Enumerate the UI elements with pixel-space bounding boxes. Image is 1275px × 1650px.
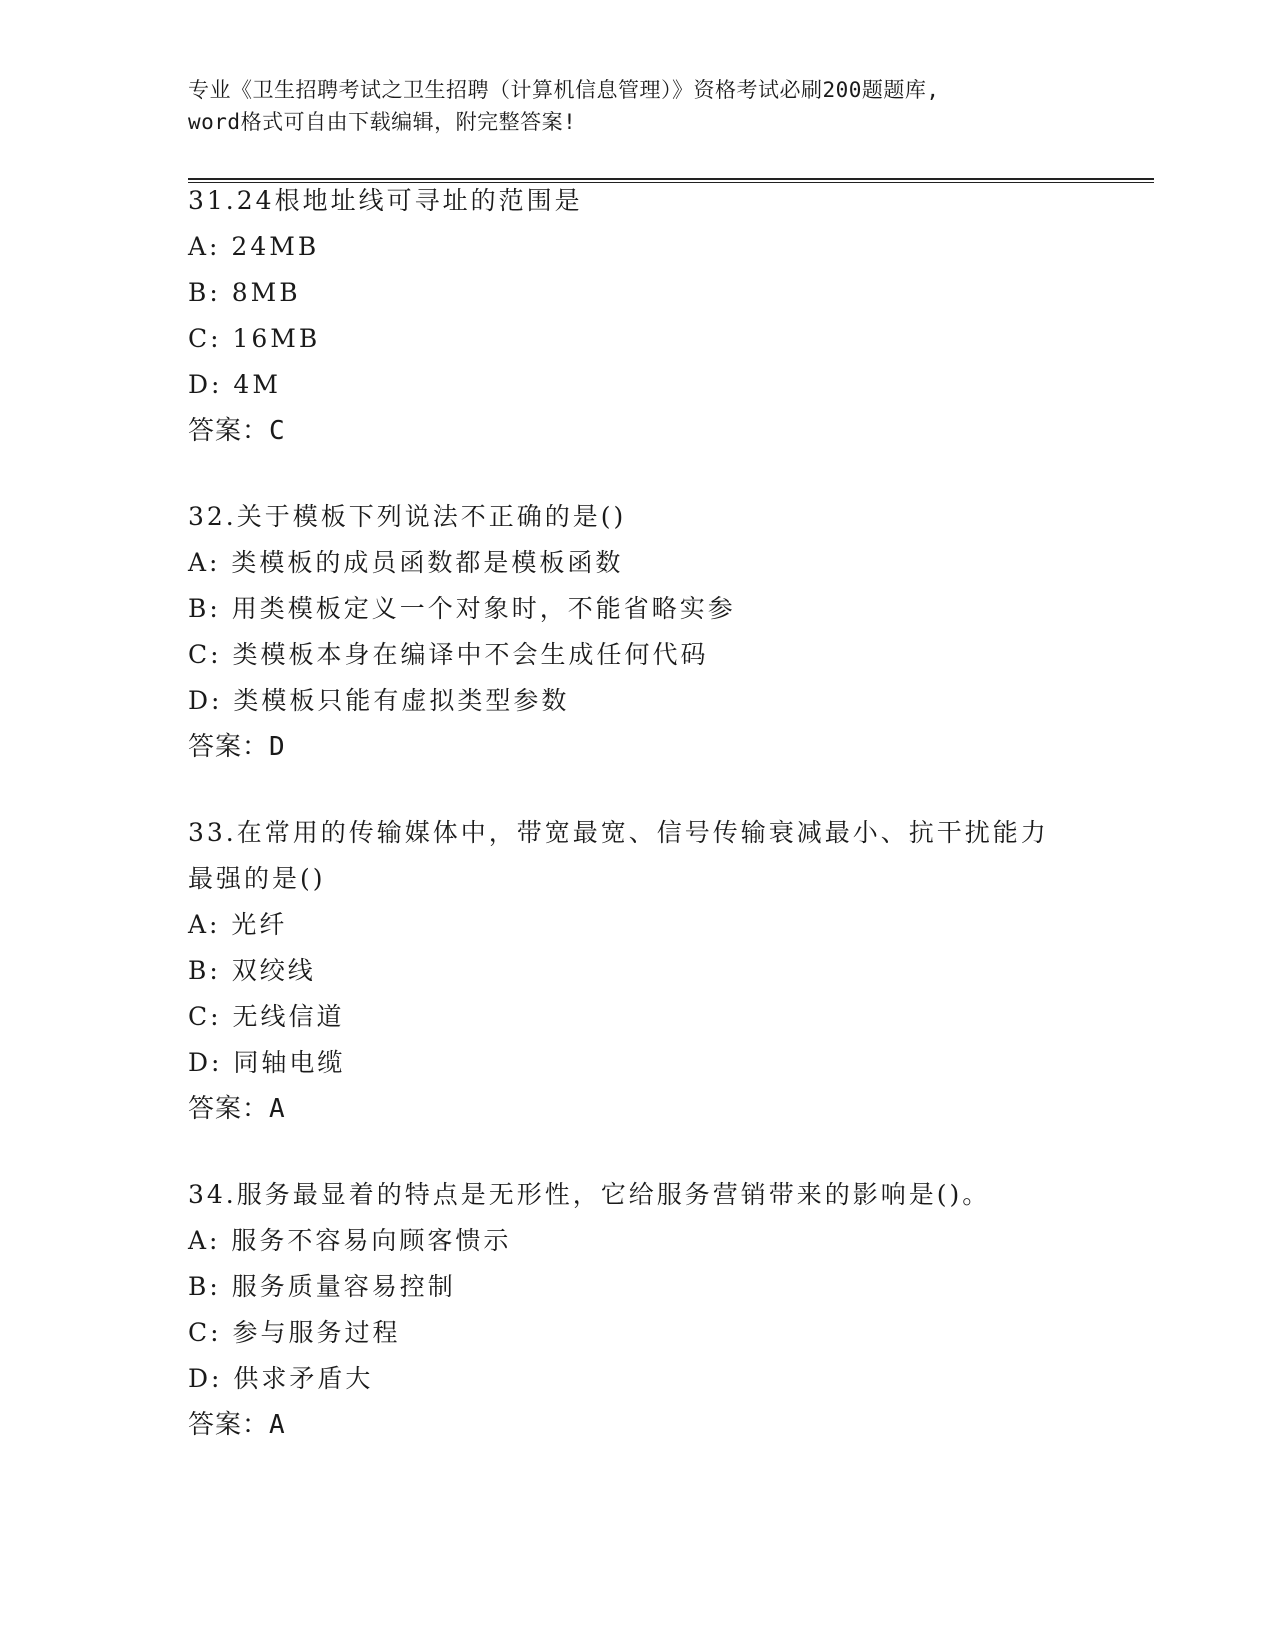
option-c: C: 参与服务过程 — [188, 1318, 401, 1347]
option-c: C: 类模板本身在编译中不会生成任何代码 — [188, 640, 709, 669]
question-text: 31.24根地址线可寻址的范围是 — [188, 186, 583, 215]
option-b: B: 用类模板定义一个对象时，不能省略实参 — [188, 594, 736, 623]
answer-value: A — [269, 1410, 286, 1440]
question-31 — [188, 178, 1088, 454]
header-line-1: 专业《卫生招聘考试之卫生招聘（计算机信息管理）》资格考试必刷200题题库, — [188, 78, 940, 102]
answer-value: C — [269, 416, 286, 446]
option-a: A: 服务不容易向顾客愦示 — [188, 1226, 512, 1255]
option-d: D: 供求矛盾大 — [188, 1364, 374, 1393]
answer-value: A — [269, 1094, 286, 1124]
option-d: D: 4M — [188, 370, 281, 399]
answer-label: 答案： — [188, 1094, 270, 1124]
question-text: 32.关于模板下列说法不正确的是() — [188, 502, 627, 531]
question-text: 34.服务最显着的特点是无形性，它给服务营销带来的影响是()。 — [188, 1180, 991, 1209]
answer-line — [188, 1086, 1068, 1132]
answer-label: 答案： — [188, 1410, 270, 1440]
answer-line — [188, 724, 1088, 770]
question-34 — [188, 1172, 1088, 1448]
header-line-2: word格式可自由下载编辑，附完整答案! — [188, 110, 577, 134]
document-header — [188, 74, 1088, 138]
option-b: B: 双绞线 — [188, 956, 316, 985]
question-33 — [188, 810, 1068, 1132]
option-a: A: 类模板的成员函数都是模板函数 — [188, 548, 624, 577]
option-d: D: 同轴电缆 — [188, 1048, 346, 1077]
option-d: D: 类模板只能有虚拟类型参数 — [188, 686, 570, 715]
answer-line — [188, 1402, 1088, 1448]
answer-line — [188, 408, 1088, 454]
answer-label: 答案： — [188, 416, 270, 446]
question-32 — [188, 494, 1088, 770]
question-text: 33.在常用的传输媒体中，带宽最宽、信号传输衰减最小、抗干扰能力最强的是() — [188, 818, 1049, 893]
option-a: A: 光纤 — [188, 910, 288, 939]
option-b: B: 8MB — [188, 278, 301, 307]
answer-value: D — [269, 732, 286, 762]
option-b: B: 服务质量容易控制 — [188, 1272, 456, 1301]
answer-label: 答案： — [188, 732, 270, 762]
option-a: A: 24MB — [188, 232, 320, 261]
option-c: C: 16MB — [188, 324, 321, 353]
option-c: C: 无线信道 — [188, 1002, 345, 1031]
